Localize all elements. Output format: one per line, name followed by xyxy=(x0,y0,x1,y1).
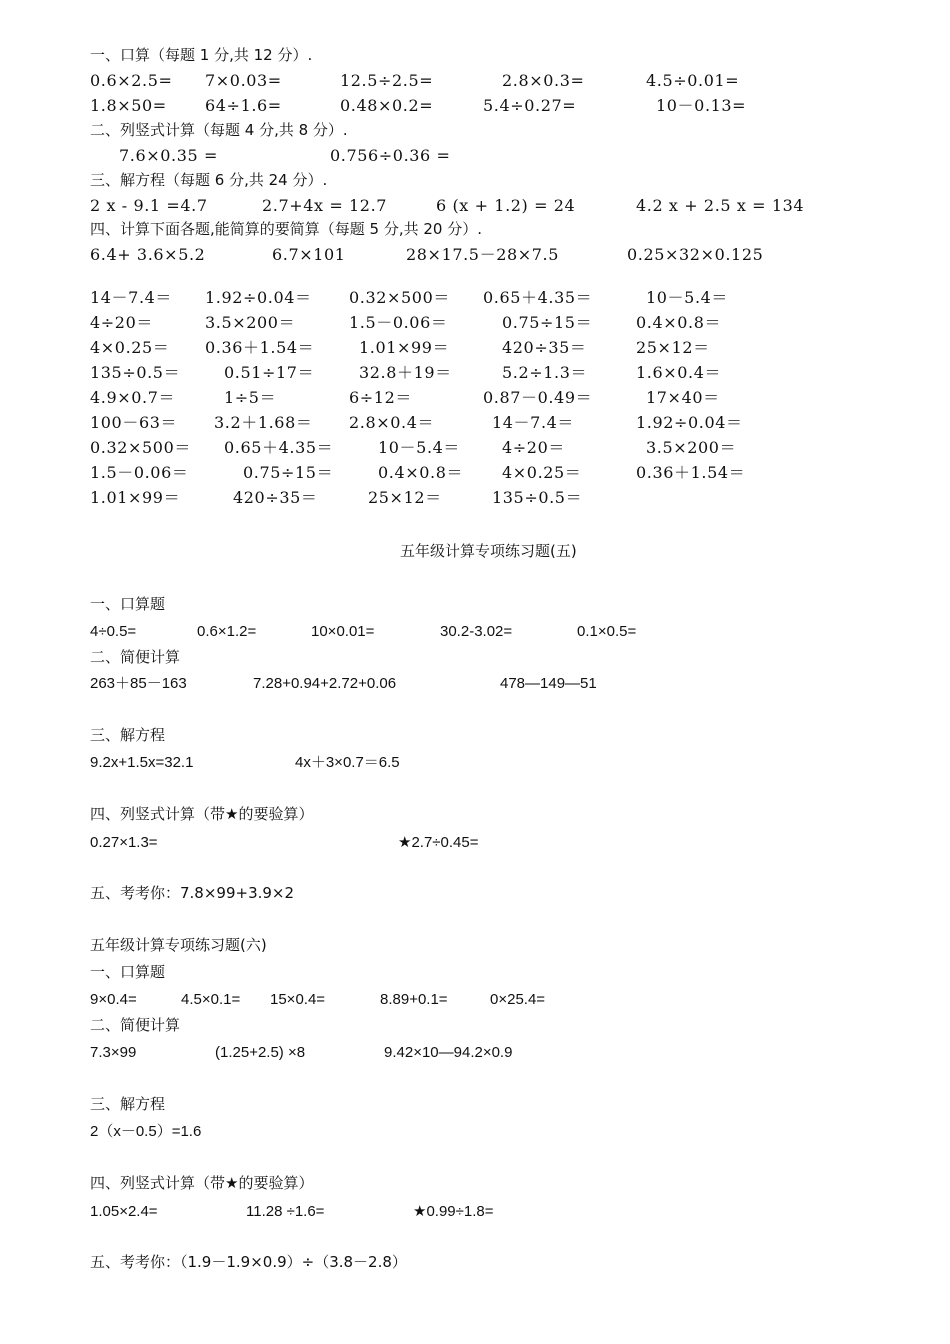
problem: 0.51÷17＝ xyxy=(224,363,315,382)
problem: 14－7.4＝ xyxy=(492,413,575,432)
problem: 1÷5＝ xyxy=(224,388,277,407)
problem: 64÷1.6= xyxy=(205,96,282,115)
section-heading-equations: 三、解方程（每题 6 分,共 24 分）. xyxy=(90,171,328,189)
problem: 7×0.03= xyxy=(205,71,282,90)
problem: 9.2x+1.5x=32.1 xyxy=(90,754,194,771)
problem: 1.6×0.4＝ xyxy=(636,363,722,382)
problem: 0.75÷15＝ xyxy=(243,463,334,482)
problem: 0.36＋1.54＝ xyxy=(205,338,315,357)
problem: 0.1×0.5= xyxy=(577,623,637,640)
problem: 3.2＋1.68＝ xyxy=(214,413,313,432)
problem: 8.89+0.1= xyxy=(380,991,448,1008)
problem: 2（x－0.5）=1.6 xyxy=(90,1123,202,1140)
problem: 420÷35＝ xyxy=(502,338,587,357)
problem: 0×25.4= xyxy=(490,991,546,1008)
problem: 0.36＋1.54＝ xyxy=(636,463,746,482)
problem: 32.8＋19＝ xyxy=(359,363,452,382)
problem: 6÷12＝ xyxy=(349,388,412,407)
problem: 1.8×50= xyxy=(90,96,167,115)
problem: 1.05×2.4= xyxy=(90,1203,158,1220)
problem: 15×0.4= xyxy=(270,991,326,1008)
set5-heading-oral: 一、口算题 xyxy=(90,595,166,613)
problem: 5.2÷1.3＝ xyxy=(502,363,588,382)
problem: 10－5.4＝ xyxy=(378,438,461,457)
problem: 4.2 x + 2.5 x = 134 xyxy=(636,196,805,215)
problem: 4×0.25＝ xyxy=(502,463,582,482)
set6-heading-equations: 三、解方程 xyxy=(90,1095,166,1113)
problem: 17×40＝ xyxy=(646,388,720,407)
problem: 1.01×99＝ xyxy=(90,488,181,507)
problem: (1.25+2.5) ×8 xyxy=(215,1044,306,1061)
set6-challenge: 五、考考你：（1.9－1.9×0.9）÷（3.8－2.8） xyxy=(90,1253,407,1271)
problem: 6 (x + 1.2) = 24 xyxy=(436,196,576,215)
problem: 14－7.4＝ xyxy=(90,288,173,307)
problem: 2.8×0.4＝ xyxy=(349,413,435,432)
problem: 1.01×99＝ xyxy=(359,338,450,357)
problem: 10－0.13= xyxy=(656,96,747,115)
problem: 0.48×0.2= xyxy=(340,96,434,115)
problem: 2.7+4x = 12.7 xyxy=(262,196,388,215)
set6-heading-oral: 一、口算题 xyxy=(90,963,166,981)
problem: 0.87－0.49＝ xyxy=(483,388,593,407)
set6-heading-simplify: 二、简便计算 xyxy=(90,1016,181,1034)
problem: 0.25×32×0.125 xyxy=(627,245,764,264)
problem: 3.5×200＝ xyxy=(646,438,737,457)
section-heading-simplify: 四、计算下面各题,能简算的要简算（每题 5 分,共 20 分）. xyxy=(90,220,483,238)
problem: 0.27×1.3= xyxy=(90,834,158,851)
problem: 135÷0.5＝ xyxy=(492,488,583,507)
problem: 0.32×500＝ xyxy=(349,288,450,307)
problem: 4÷20＝ xyxy=(502,438,565,457)
problem: 478—149—51 xyxy=(500,675,597,692)
problem: 10－5.4＝ xyxy=(646,288,729,307)
problem: 0.65＋4.35＝ xyxy=(224,438,334,457)
problem: ★0.99÷1.8= xyxy=(413,1203,494,1220)
problem: 5.4÷0.27= xyxy=(483,96,577,115)
section-heading-vertical: 二、列竖式计算（每题 4 分,共 8 分）. xyxy=(90,121,348,139)
set5-heading-equations: 三、解方程 xyxy=(90,726,166,744)
set6-heading-vertical: 四、列竖式计算（带★的要验算） xyxy=(90,1174,314,1192)
problem: 0.75÷15＝ xyxy=(502,313,593,332)
problem: 420÷35＝ xyxy=(233,488,318,507)
problem: 0.756÷0.36 = xyxy=(330,146,451,165)
problem: 4x＋3×0.7＝6.5 xyxy=(295,754,400,771)
problem: 9×0.4= xyxy=(90,991,137,1008)
problem: 1.92÷0.04＝ xyxy=(205,288,312,307)
problem: 4÷0.5= xyxy=(90,623,137,640)
problem: 0.6×1.2= xyxy=(197,623,257,640)
problem: 11.28 ÷1.6= xyxy=(246,1203,325,1220)
problem: 10×0.01= xyxy=(311,623,375,640)
problem: 4.9×0.7＝ xyxy=(90,388,176,407)
problem: 0.4×0.8＝ xyxy=(378,463,464,482)
problem: 2.8×0.3= xyxy=(502,71,585,90)
problem: 30.2-3.02= xyxy=(440,623,513,640)
problem: 100－63＝ xyxy=(90,413,178,432)
set5-title: 五年级计算专项练习题(五) xyxy=(400,542,577,560)
problem: 28×17.5－28×7.5 xyxy=(406,245,560,264)
problem: 0.32×500＝ xyxy=(90,438,191,457)
problem: 1.5－0.06＝ xyxy=(90,463,189,482)
problem: 7.6×0.35 = xyxy=(119,146,218,165)
problem: 2 x - 9.1 =4.7 xyxy=(90,196,208,215)
problem: 25×12＝ xyxy=(636,338,710,357)
problem: 1.5－0.06＝ xyxy=(349,313,448,332)
problem: ★2.7÷0.45= xyxy=(398,834,479,851)
set6-title: 五年级计算专项练习题(六) xyxy=(90,936,267,954)
problem: 7.28+0.94+2.72+0.06 xyxy=(253,675,397,692)
problem: 0.65＋4.35＝ xyxy=(483,288,593,307)
problem: 4.5÷0.01= xyxy=(646,71,740,90)
problem: 6.4+ 3.6×5.2 xyxy=(90,245,206,264)
problem: 0.6×2.5= xyxy=(90,71,173,90)
problem: 4×0.25＝ xyxy=(90,338,170,357)
problem: 6.7×101 xyxy=(272,245,346,264)
problem: 0.4×0.8＝ xyxy=(636,313,722,332)
problem: 135÷0.5＝ xyxy=(90,363,181,382)
set5-challenge: 五、考考你：7.8×99+3.9×2 xyxy=(90,884,295,902)
problem: 25×12＝ xyxy=(368,488,442,507)
problem: 3.5×200＝ xyxy=(205,313,296,332)
problem: 4÷20＝ xyxy=(90,313,153,332)
problem: 9.42×10—94.2×0.9 xyxy=(384,1044,513,1061)
problem: 263＋85－163 xyxy=(90,675,187,692)
set5-heading-simplify: 二、简便计算 xyxy=(90,648,181,666)
set5-heading-vertical: 四、列竖式计算（带★的要验算） xyxy=(90,805,314,823)
problem: 7.3×99 xyxy=(90,1044,137,1061)
problem: 4.5×0.1= xyxy=(181,991,241,1008)
problem: 12.5÷2.5= xyxy=(340,71,434,90)
section-heading-oral: 一、口算（每题 1 分,共 12 分）. xyxy=(90,46,313,64)
problem: 1.92÷0.04＝ xyxy=(636,413,743,432)
